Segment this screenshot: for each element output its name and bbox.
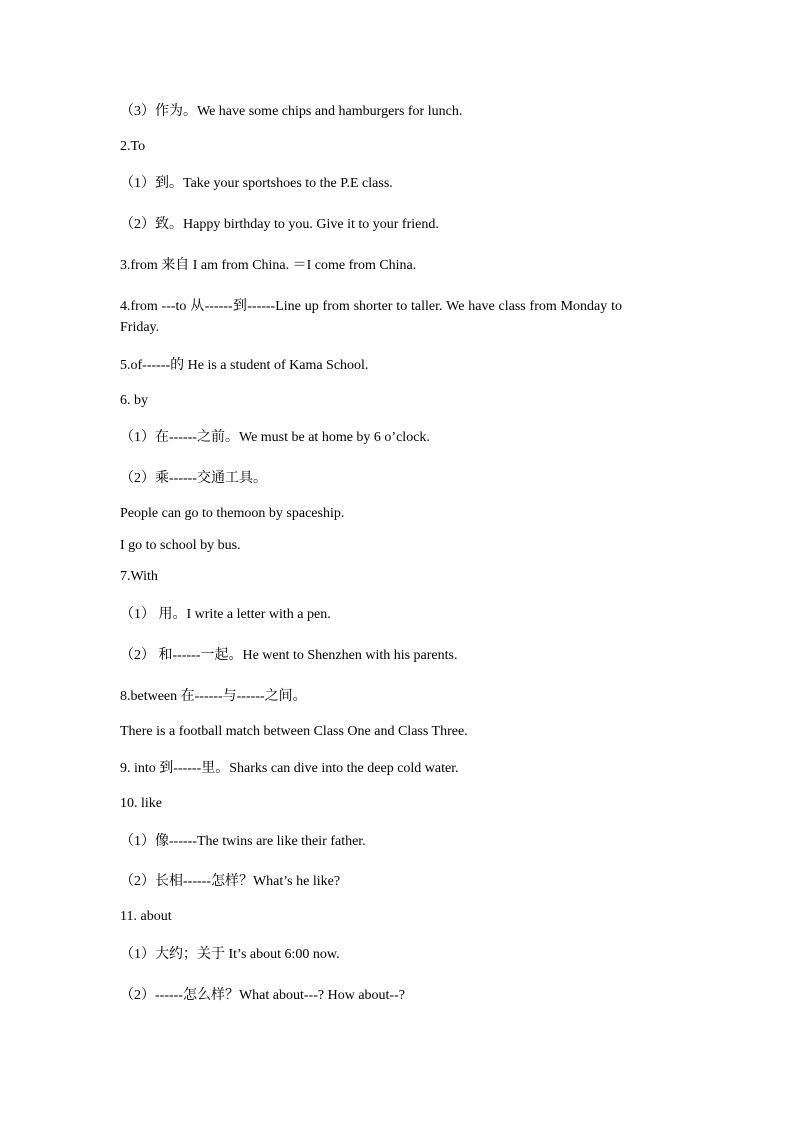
text-line: （2）致。Happy birthday to you. Give it to your friend. xyxy=(120,217,439,232)
text-line: People can go to themoon by spaceship. xyxy=(120,506,345,521)
text-line: （1） 用。I write a letter with a pen. xyxy=(120,607,331,622)
text-line: （2） 和------一起。He went to Shenzhen with his parents. xyxy=(120,648,458,663)
section-heading: 6. by xyxy=(120,393,148,408)
section-heading: 2.To xyxy=(120,139,146,154)
text-line: There is a football match between Class One and Class Three. xyxy=(120,724,468,739)
section-heading: 10. like xyxy=(120,796,162,811)
text-line: （1）大约；关于 It’s about 6:00 now. xyxy=(120,947,340,962)
text-line: （1）像------The twins are like their father. xyxy=(120,834,366,849)
text-line: I go to school by bus. xyxy=(120,538,241,553)
text-line: 3.from 来自 I am from China. ＝I come from China. xyxy=(120,258,417,273)
text-paragraph: 4.from ---to 从------到------Line up from shorter to taller. We have class from Monday to Friday. xyxy=(120,299,622,335)
text-line: 9. into 到------里。Sharks can dive into the deep cold water. xyxy=(120,761,459,776)
text-line: （1）在------之前。We must be at home by 6 o’clock. xyxy=(120,430,430,445)
text-line: 8.between 在------与------之间。 xyxy=(120,689,307,704)
text-line: （2）乘------交通工具。 xyxy=(120,471,267,486)
section-heading: 11. about xyxy=(120,909,172,924)
section-heading: 7.With xyxy=(120,569,158,584)
text-line: （1）到。Take your sportshoes to the P.E class. xyxy=(120,176,393,191)
text-line: 5.of------的 He is a student of Kama School. xyxy=(120,358,369,373)
text-line: （2）------怎么样？What about---? How about--? xyxy=(120,988,405,1003)
text-line: （2）长相------怎样？What’s he like? xyxy=(120,874,341,889)
text-line: （3）作为。We have some chips and hamburgers for lunch. xyxy=(120,104,463,119)
